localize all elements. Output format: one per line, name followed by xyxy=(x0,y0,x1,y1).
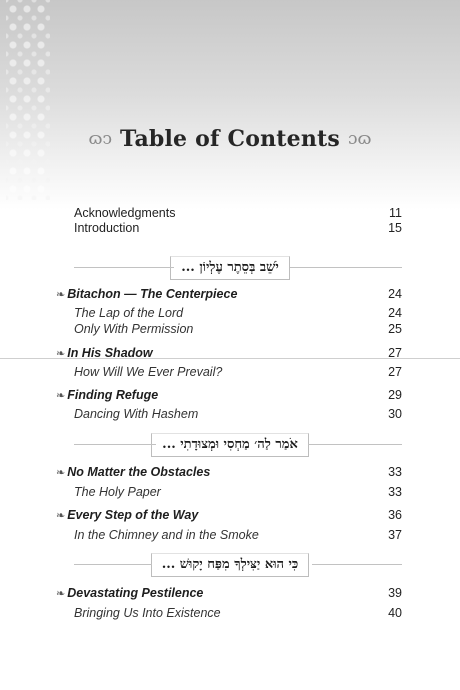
toc-page-number: 25 xyxy=(388,322,402,336)
subsection-label: In the Chimney and in the Smoke xyxy=(74,528,259,542)
divider xyxy=(290,267,402,268)
toc-entry-label: Acknowledgments xyxy=(74,206,176,220)
chapter-bullet-icon: ❧ xyxy=(56,510,66,522)
chapter-entry[interactable] xyxy=(0,507,460,523)
subsection-label: Dancing With Hashem xyxy=(74,407,199,421)
divider xyxy=(74,564,152,565)
chapter-bullet-icon: ❧ xyxy=(56,390,66,402)
subsection-label: Only With Permission xyxy=(74,322,194,336)
chapter-bullet-icon: ❧ xyxy=(56,289,66,301)
subsection-entry[interactable] xyxy=(0,527,460,543)
chapter-title: No Matter the Obstacles xyxy=(67,465,211,479)
divider xyxy=(74,267,174,268)
chapter-title: Bitachon — The Centerpiece xyxy=(67,287,238,301)
toc-page-number: 29 xyxy=(388,388,402,402)
decorative-border-pattern xyxy=(6,0,50,200)
toc-page-number: 24 xyxy=(388,306,402,320)
divider xyxy=(74,444,156,445)
hebrew-heading: אֹמַר לַה׳ מַחְסִי וּמְצוּדָתִי ... xyxy=(151,433,309,457)
toc-page-number: 11 xyxy=(389,206,402,220)
chapter-title: Finding Refuge xyxy=(67,388,159,402)
page-title: Table of Contents xyxy=(120,126,340,152)
toc-page-number: 37 xyxy=(388,528,402,542)
toc-page-number: 27 xyxy=(388,365,402,379)
subsection-entry[interactable] xyxy=(0,406,460,422)
scroll-flourish-icon: ɷ‍ↄ xyxy=(88,129,112,149)
chapter-title: Devastating Pestilence xyxy=(67,586,204,600)
toc-page-number: 40 xyxy=(388,606,402,620)
toc-page-number: 27 xyxy=(388,346,402,360)
divider xyxy=(308,444,402,445)
subsection-label: The Holy Paper xyxy=(74,485,161,499)
toc-entry-acknowledgments[interactable] xyxy=(0,205,460,221)
subsection-entry[interactable] xyxy=(0,305,460,321)
subsection-entry[interactable] xyxy=(0,484,460,500)
toc-page-number: 33 xyxy=(388,485,402,499)
subsection-entry[interactable] xyxy=(0,321,460,337)
title-block xyxy=(0,124,460,154)
toc-page-number: 24 xyxy=(388,287,402,301)
toc-entry-introduction[interactable] xyxy=(0,220,460,236)
chapter-entry[interactable] xyxy=(0,585,460,601)
toc-page-number: 15 xyxy=(388,221,402,235)
section-heading-1 xyxy=(0,256,460,280)
chapter-entry[interactable] xyxy=(0,387,460,403)
hebrew-heading: יֹשֵׁב בְּסֵתֶר עֶלְיוֹן ... xyxy=(170,256,290,280)
scroll-flourish-icon: ɔ‍ɷ xyxy=(348,129,372,149)
subsection-entry[interactable] xyxy=(0,364,460,380)
header-background xyxy=(0,0,460,210)
chapter-entry[interactable] xyxy=(0,286,460,302)
chapter-title: In His Shadow xyxy=(67,346,153,360)
toc-entry-label: Introduction xyxy=(74,221,140,235)
toc-page-number: 39 xyxy=(388,586,402,600)
chapter-bullet-icon: ❧ xyxy=(56,348,66,360)
subsection-entry[interactable] xyxy=(0,605,460,621)
chapter-bullet-icon: ❧ xyxy=(56,588,66,600)
chapter-bullet-icon: ❧ xyxy=(56,467,66,479)
divider xyxy=(312,564,402,565)
chapter-entry[interactable] xyxy=(0,345,460,361)
toc-page-number: 30 xyxy=(388,407,402,421)
section-heading-2 xyxy=(0,433,460,457)
subsection-label: How Will We Ever Prevail? xyxy=(74,365,223,379)
toc-page-number: 33 xyxy=(388,465,402,479)
section-heading-3 xyxy=(0,553,460,577)
hebrew-heading: כִּי הוּא יַצִּילְךָ מִפַּח יָקוּשׁ ... xyxy=(151,553,310,577)
subsection-label: Bringing Us Into Existence xyxy=(74,606,221,620)
toc-page-number: 36 xyxy=(388,508,402,522)
chapter-title: Every Step of the Way xyxy=(67,508,199,522)
chapter-entry[interactable] xyxy=(0,464,460,480)
subsection-label: The Lap of the Lord xyxy=(74,306,184,320)
